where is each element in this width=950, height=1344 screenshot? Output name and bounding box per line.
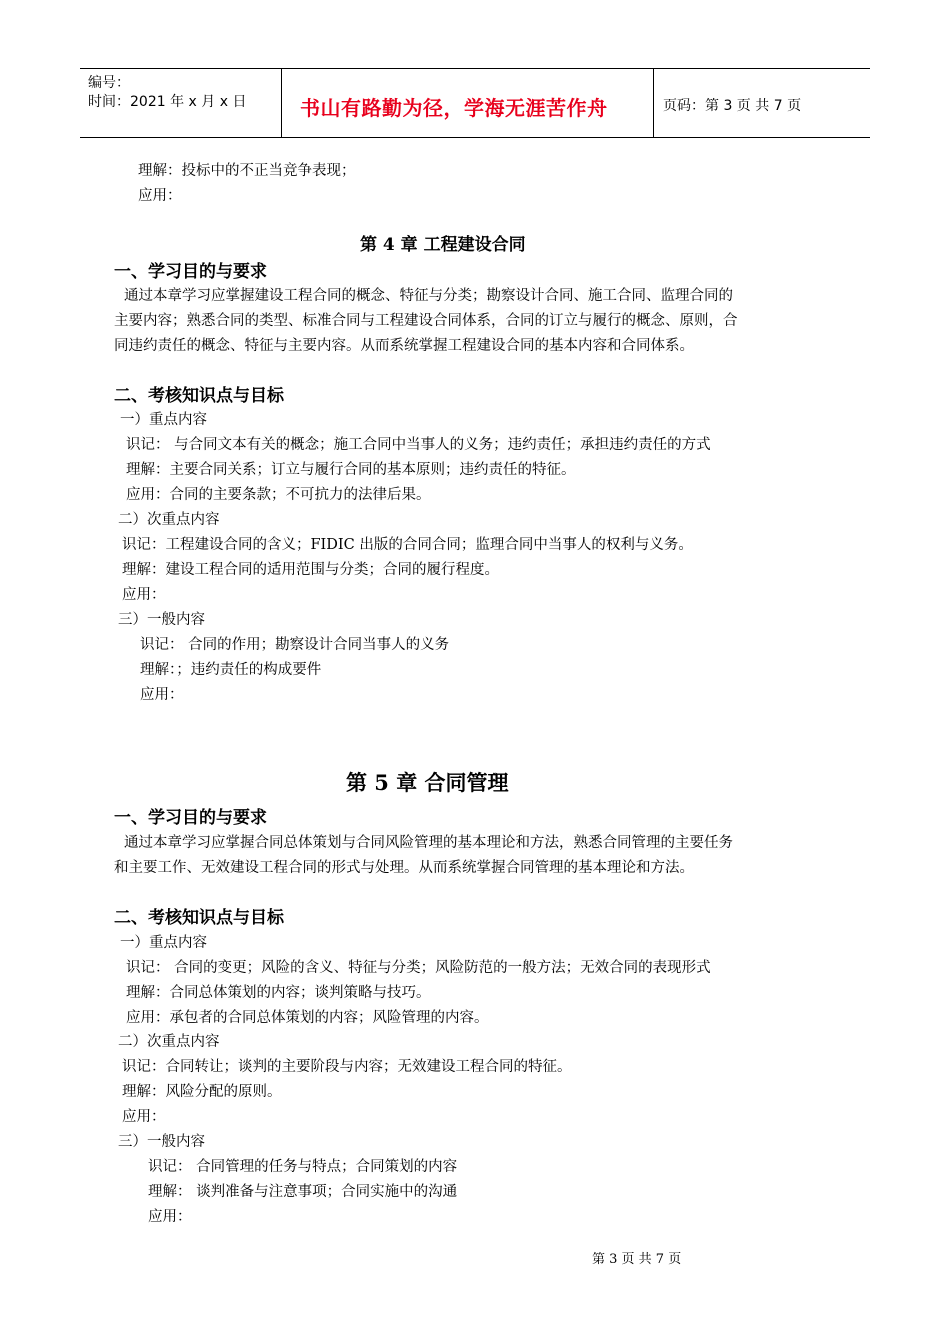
ch5-key-label: 一）重点内容 (120, 935, 207, 951)
ch4-gen-label: 三）一般内容 (118, 612, 205, 628)
page-header (80, 68, 870, 138)
ch4-sub-memo: 识记：工程建设合同的含义；FIDIC 出版的合同合同；监理合同中当事人的权利与义务。 (122, 537, 693, 553)
header-motto: 书山有路勤为径，学海无涯苦作舟 (300, 96, 608, 120)
ch4-sub-understand: 理解：建设工程合同的适用范围与分类；合同的履行程度。 (122, 562, 499, 578)
ch5-sub-label: 二）次重点内容 (118, 1034, 220, 1050)
ch5-section-1-heading: 一、学习目的与要求 (114, 808, 267, 828)
ch4-sub-label: 二）次重点内容 (118, 512, 220, 528)
ch4-sub-apply: 应用： (122, 587, 166, 603)
ch4-section-2-heading: 二、考核知识点与目标 (114, 386, 284, 406)
ch5-intro-line-1: 通过本章学习应掌握合同总体策划与合同风险管理的基本理论和方法，熟悉合同管理的主要任务 (124, 835, 733, 851)
ch5-key-apply: 应用：承包者的合同总体策划的内容；风险管理的内容。 (126, 1010, 489, 1026)
ch4-gen-apply: 应用： (140, 687, 184, 703)
ch5-gen-apply: 应用： (148, 1209, 192, 1225)
ch4-section-1-heading: 一、学习目的与要求 (114, 262, 267, 282)
doc-number-label: 编号： (88, 75, 130, 91)
ch5-sub-apply: 应用： (122, 1109, 166, 1125)
doc-time-label: 时间：2021 年 x 月 x 日 (88, 94, 247, 110)
ch5-intro-line-2: 和主要工作、无效建设工程合同的形式与处理。从而系统掌握合同管理的基本理论和方法。 (114, 860, 694, 876)
ch5-gen-understand: 理解： 谈判准备与注意事项；合同实施中的沟通 (148, 1184, 458, 1200)
ch5-sub-memo: 识记：合同转让；谈判的主要阶段与内容；无效建设工程合同的特征。 (122, 1059, 572, 1075)
header-meta (80, 69, 282, 137)
chapter-5-title: 第 5 章 合同管理 (346, 770, 509, 795)
ch4-key-understand: 理解：主要合同关系；订立与履行合同的基本原则；违约责任的特征。 (126, 462, 576, 478)
ch4-gen-memo: 识记： 合同的作用；勘察设计合同当事人的义务 (140, 637, 450, 653)
ch4-key-memo: 识记： 与合同文本有关的概念；施工合同中当事人的义务；违约责任；承担违约责任的方式 (126, 437, 711, 453)
ch5-gen-label: 三）一般内容 (118, 1134, 205, 1150)
ch5-gen-memo: 识记： 合同管理的任务与特点；合同策划的内容 (148, 1159, 458, 1175)
ch4-intro-line-2: 主要内容；熟悉合同的类型、标准合同与工程建设合同体系，合同的订立与履行的概念、原则，合 (114, 313, 738, 329)
ch5-section-2-heading: 二、考核知识点与目标 (114, 908, 284, 928)
header-motto-cell (281, 69, 654, 137)
carryover-understand: 理解：投标中的不正当竞争表现； (138, 163, 356, 179)
ch5-key-understand: 理解：合同总体策划的内容；谈判策略与技巧。 (126, 985, 431, 1001)
ch5-key-memo: 识记： 合同的变更；风险的含义、特征与分类；风险防范的一般方法；无效合同的表现形式 (126, 960, 711, 976)
header-page-cell (654, 69, 870, 137)
ch4-gen-understand: 理解：；违约责任的构成要件 (140, 662, 322, 678)
page-footer: 第 3 页 共 7 页 (592, 1252, 682, 1267)
ch4-key-label: 一）重点内容 (120, 412, 207, 428)
carryover-apply: 应用： (138, 188, 182, 204)
ch5-sub-understand: 理解：风险分配的原则。 (122, 1084, 282, 1100)
header-page-label: 页码：第 3 页 共 7 页 (663, 98, 802, 114)
chapter-4-title: 第 4 章 工程建设合同 (360, 235, 526, 255)
ch4-intro-line-1: 通过本章学习应掌握建设工程合同的概念、特征与分类；勘察设计合同、施工合同、监理合同的 (124, 288, 733, 304)
ch4-key-apply: 应用：合同的主要条款；不可抗力的法律后果。 (126, 487, 431, 503)
ch4-intro-line-3: 同违约责任的概念、特征与主要内容。从而系统掌握工程建设合同的基本内容和合同体系。 (114, 338, 694, 354)
